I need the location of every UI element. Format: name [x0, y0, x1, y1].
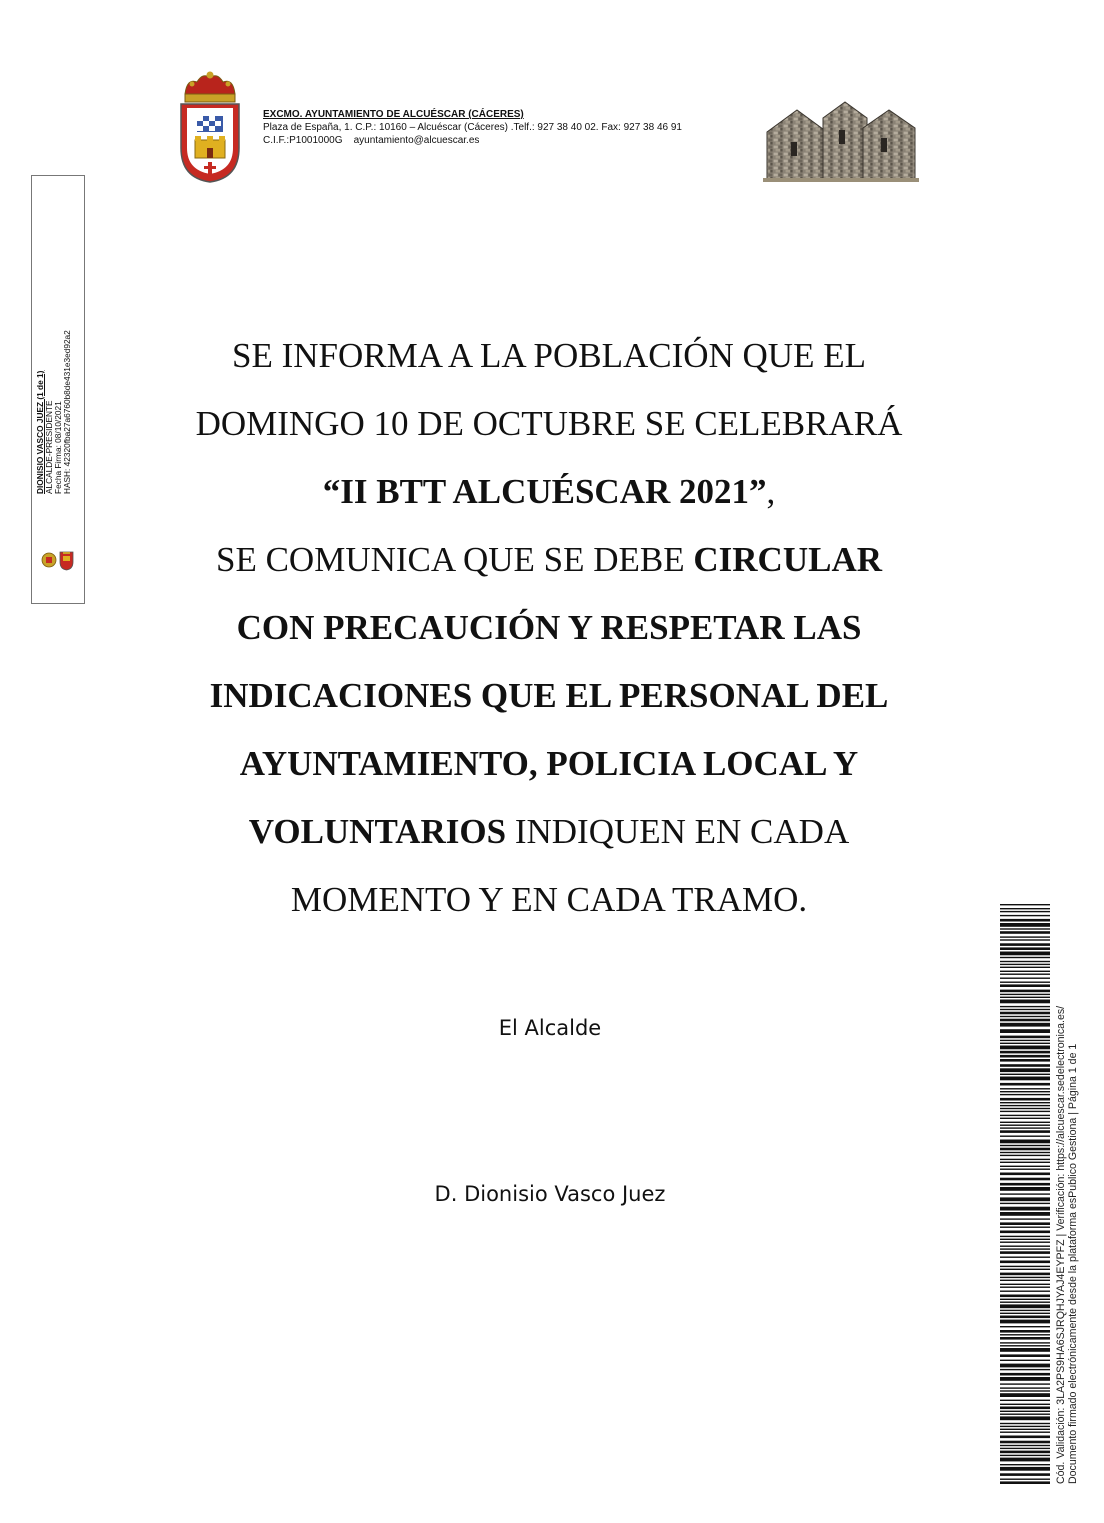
barcode-bar [1000, 1273, 1050, 1276]
barcode-bar [1000, 967, 1050, 968]
barcode-bar [1000, 1369, 1050, 1370]
barcode-bar [1000, 1222, 1050, 1225]
barcode-bar [1000, 957, 1050, 958]
notice-line [130, 526, 968, 594]
barcode-bar [1000, 1426, 1050, 1427]
barcode-bar [1000, 1046, 1050, 1050]
barcode-bar [1000, 1432, 1050, 1433]
barcode-bar [1000, 1342, 1050, 1343]
stamp-role: ALCALDE-PRESIDENTE [44, 400, 54, 494]
stamp-date: Fecha Firma: 08/10/2021 [53, 401, 63, 494]
barcode-bar [1000, 1266, 1050, 1267]
barcode-bar [1000, 1130, 1050, 1133]
barcode-bar [1000, 1091, 1050, 1092]
notice-line: DOMINGO 10 DE OCTUBRE SE CELEBRARÁ [195, 404, 903, 443]
barcode-bar [1000, 1345, 1050, 1346]
barcode-bar [1000, 1140, 1050, 1144]
notice-emphasis: AYUNTAMIENTO, POLICIA LOCAL Y [239, 744, 859, 783]
barcode-bar [1000, 1284, 1050, 1285]
barcode-bar [1000, 1423, 1050, 1424]
barcode-bar [1000, 1029, 1050, 1033]
barcode-bar [1000, 1299, 1050, 1300]
barcode-bar [1000, 1313, 1050, 1314]
church-photo-icon [763, 96, 919, 182]
barcode-bar [1000, 919, 1050, 922]
barcode-bar [1000, 964, 1050, 965]
barcode-bar [1000, 1083, 1050, 1086]
barcode-bar [1000, 1429, 1050, 1430]
barcode-bar [1000, 1059, 1050, 1062]
barcode-bar [1000, 1148, 1050, 1151]
barcode-bar [1000, 1105, 1050, 1106]
barcode-bar [1000, 1316, 1050, 1319]
signature-stamp [31, 175, 85, 604]
barcode-bar [1000, 915, 1050, 916]
barcode-bar [1000, 1006, 1050, 1007]
barcode-bar [1000, 1088, 1050, 1089]
barcode-bar [1000, 1390, 1050, 1391]
barcode-bar [1000, 1212, 1050, 1216]
barcode-bar [1000, 1236, 1050, 1237]
stamp-hash: HASH: 42320fba27a6760b8de431e3ed92a2 [62, 330, 72, 494]
barcode-bar [1000, 1155, 1050, 1156]
barcode-bar [1000, 1326, 1050, 1327]
barcode-bar [1000, 923, 1050, 927]
barcode-bar [1000, 1162, 1050, 1163]
barcode-bar [1000, 1115, 1050, 1116]
barcode-icon [1000, 904, 1050, 1484]
barcode-bar [1000, 1458, 1050, 1462]
notice-line: MOMENTO Y EN CADA TRAMO. [290, 880, 808, 919]
notice-line [130, 730, 968, 798]
barcode-bar [1000, 1269, 1050, 1270]
barcode-bar [1000, 1277, 1050, 1278]
barcode-bar [1000, 1411, 1050, 1412]
barcode-bar [1000, 1377, 1050, 1381]
barcode-bar [1000, 947, 1050, 950]
barcode-bar [1000, 1239, 1050, 1240]
barcode-bar [1000, 1218, 1050, 1219]
letterhead-organization: EXCMO. AYUNTAMIENTO DE ALCUÉSCAR (CÁCERES) [263, 109, 524, 120]
barcode-bar [1000, 1098, 1050, 1101]
barcode-bar [1000, 1012, 1050, 1015]
barcode-bar [1000, 1302, 1050, 1303]
barcode-bar [1000, 997, 1050, 998]
barcode-bar [1000, 1016, 1050, 1017]
barcode-bar [1000, 1077, 1050, 1081]
notice-line [130, 798, 968, 866]
barcode-bar [1000, 1231, 1050, 1234]
barcode-bar [1000, 939, 1050, 940]
barcode-bar [1000, 931, 1050, 934]
event-comma: , [766, 472, 776, 511]
barcode-bar [1000, 1108, 1050, 1109]
barcode-bar [1000, 984, 1050, 987]
barcode-bar [1000, 1451, 1050, 1454]
barcode-bar [1000, 936, 1050, 937]
barcode-bar [1000, 1445, 1050, 1446]
barcode-bar [1000, 1354, 1050, 1357]
barcode-bar [1000, 1227, 1050, 1228]
barcode-bar [1000, 971, 1050, 972]
notice-emphasis: CIRCULAR [693, 540, 882, 579]
verification-text [1056, 1006, 1079, 1484]
barcode-bar [1000, 1009, 1050, 1010]
barcode-bar [1000, 1178, 1050, 1181]
barcode-bar [1000, 1464, 1050, 1465]
barcode-bar [1000, 1320, 1050, 1324]
stamp-signer: DIONISIO VASCO JUEZ (1 de 1) [35, 370, 45, 494]
barcode-bar [1000, 1248, 1050, 1249]
barcode-bar [1000, 1479, 1050, 1480]
barcode-bar [1000, 1251, 1050, 1254]
barcode-bar [1000, 1036, 1050, 1039]
barcode-bar [1000, 1173, 1050, 1176]
barcode-bar [1000, 1364, 1050, 1368]
barcode-bar [1000, 1197, 1050, 1201]
notice-emphasis: CON PRECAUCIÓN Y RESPETAR LAS [236, 608, 862, 647]
barcode-bar [1000, 990, 1050, 993]
barcode-bar [1000, 1122, 1050, 1123]
barcode-bar [1000, 994, 1050, 995]
barcode-bar [1000, 1291, 1050, 1292]
barcode-bar [1000, 1360, 1050, 1361]
barcode-bar [1000, 1416, 1050, 1420]
barcode-bar [1000, 1373, 1050, 1376]
barcode-bar [1000, 1043, 1050, 1044]
barcode-bar [1000, 1111, 1050, 1112]
notice-line [130, 594, 968, 662]
notice-emphasis: INDICACIONES QUE EL PERSONAL DEL [209, 676, 889, 715]
barcode-bar [1000, 1166, 1050, 1167]
barcode-bar [1000, 1387, 1050, 1388]
barcode-bar [1000, 1467, 1050, 1471]
barcode-bar [1000, 1348, 1050, 1352]
barcode-bar [1000, 1040, 1050, 1041]
barcode-bar [1000, 1055, 1050, 1058]
barcode-bar [1000, 1448, 1050, 1449]
signature-stamp-text [36, 330, 72, 494]
barcode-bar [1000, 1295, 1050, 1298]
barcode-bar [1000, 1187, 1050, 1191]
barcode-bar [1000, 1169, 1050, 1170]
barcode-bar [1000, 974, 1050, 975]
notice-body [130, 322, 968, 934]
barcode-bar [1000, 1436, 1050, 1439]
notice-line [130, 662, 968, 730]
barcode-bar [1000, 1074, 1050, 1075]
barcode-bar [1000, 1257, 1050, 1258]
barcode-bar [1000, 1404, 1050, 1405]
barcode-bar [1000, 1102, 1050, 1103]
barcode-bar [1000, 1383, 1050, 1384]
barcode-bar [1000, 1118, 1050, 1119]
barcode-bar [1000, 1051, 1050, 1054]
barcode-bar [1000, 1127, 1050, 1128]
barcode-bar [1000, 1414, 1050, 1415]
notice-event-line [130, 458, 968, 526]
signer-name: D. Dionisio Vasco Juez [434, 1182, 666, 1206]
barcode-bar [1000, 1280, 1050, 1281]
letterhead-cif-email: C.I.F.:P1001000G ayuntamiento@alcuescar.es [263, 135, 480, 146]
barcode-bar [1000, 1193, 1050, 1194]
barcode-bar [1000, 1019, 1050, 1022]
barcode-bar [1000, 1064, 1050, 1067]
barcode-bar [1000, 928, 1050, 929]
letterhead [155, 40, 945, 210]
notice-text: SE COMUNICA QUE SE DEBE [215, 540, 694, 579]
barcode-bar [1000, 908, 1050, 909]
barcode-bar [1000, 1441, 1050, 1444]
notice-emphasis: VOLUNTARIOS [248, 812, 507, 851]
signer-title: El Alcalde [498, 1016, 602, 1040]
barcode-bar [1000, 1246, 1050, 1247]
barcode-bar [1000, 982, 1050, 983]
barcode-bar [1000, 1473, 1050, 1476]
barcode-bar [1000, 1393, 1050, 1397]
barcode-bar [1000, 1261, 1050, 1264]
barcode-bar [1000, 1400, 1050, 1401]
notice-text: INDIQUEN EN CADA [506, 812, 850, 851]
barcode-bar [1000, 1207, 1050, 1211]
barcode-bar [1000, 1407, 1050, 1410]
barcode-bar [1000, 1068, 1050, 1072]
barcode-bar [1000, 1481, 1050, 1484]
barcode-bar [1000, 904, 1050, 905]
barcode-bar [1000, 961, 1050, 962]
verification-code-line: Cód. Validación: 3LA2PS9HA6SJRQHJYAJ4EYPFZ | Verificación: https://alcuescar.sedelectronica.es/ [1055, 1005, 1067, 1484]
barcode-bar [1000, 1136, 1050, 1137]
barcode-bar [1000, 1337, 1050, 1340]
barcode-bar [1000, 1023, 1050, 1027]
barcode-bar [1000, 1310, 1050, 1311]
barcode-bar [1000, 1203, 1050, 1204]
verification-platform-line: Documento firmado electrónicamente desde la plataforma esPublico Gestiona | Página 1 de 1 [1066, 1043, 1079, 1484]
barcode-bar [1000, 911, 1050, 912]
barcode-bar [1000, 1334, 1050, 1335]
barcode-bar [1000, 1152, 1050, 1153]
barcode-bar [1000, 943, 1050, 946]
barcode-bar [1000, 978, 1050, 979]
barcode-bar [1000, 1287, 1050, 1288]
notice-line: SE INFORMA A LA POBLACIÓN QUE EL [232, 336, 866, 375]
barcode-bar [1000, 1000, 1050, 1004]
stamp-crest-icon [40, 548, 76, 572]
barcode-bar [1000, 1125, 1050, 1126]
barcode-bar [1000, 1094, 1050, 1095]
event-name: “II BTT ALCUÉSCAR 2021” [322, 472, 767, 511]
letterhead-address: Plaza de España, 1. C.P.: 10160 – Alcuéscar (Cáceres) .Telf.: 927 38 40 02. Fax: 927 38 46 91 [263, 122, 682, 133]
barcode-bar [1000, 1242, 1050, 1243]
letterhead-text [263, 108, 763, 147]
barcode-bar [1000, 1145, 1050, 1146]
barcode-bar [1000, 1455, 1050, 1456]
barcode-bar [1000, 1183, 1050, 1186]
barcode-bar [1000, 1304, 1050, 1308]
barcode-bar [1000, 952, 1050, 956]
barcode-bar [1000, 1330, 1050, 1333]
municipal-coat-of-arms-icon [177, 70, 243, 185]
barcode-bar [1000, 1159, 1050, 1160]
